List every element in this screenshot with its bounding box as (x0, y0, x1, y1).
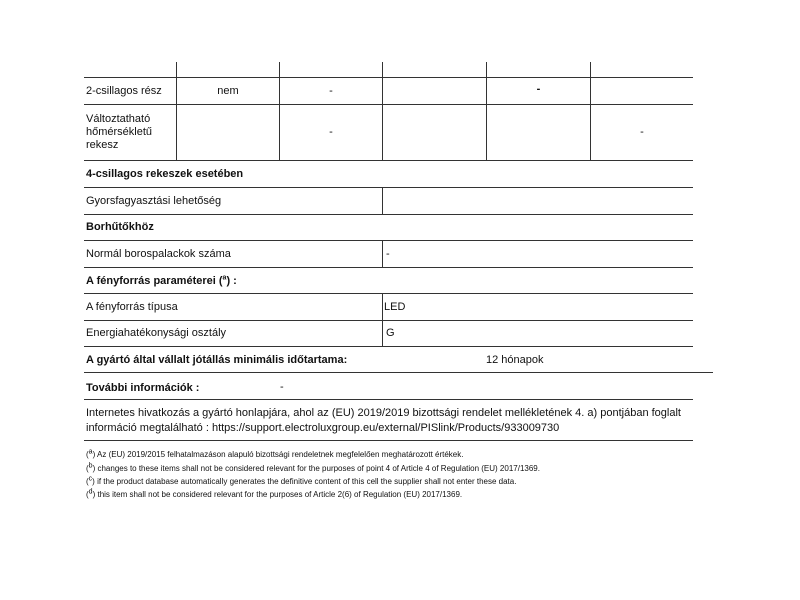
footnote-mark: c (88, 475, 93, 483)
footnote-mark: a (88, 448, 93, 456)
row-variable-label-2: hőmérsékletű (86, 126, 153, 138)
link-text-line-2: információ megtalálható : https://support.electroluxgroup.eu/external/PISlink/Products/933009730 (86, 422, 560, 434)
warranty-label: A gyártó által vállalt jótállás minimális időtartama: (86, 354, 348, 366)
footnote-text: Az (EU) 2019/2015 felhatalmazáson alapuló bizottsági rendeletnek megfelelően meghatározott értékek. (97, 450, 464, 459)
footnote: ($^a$) Az (EU) 2019/2015 felhatalmazáson alapuló bizottsági rendeletnek megfelelően meghatározott értékek. (86, 448, 464, 459)
row-line (84, 104, 693, 105)
footnote-text: this item shall not be considered relevant for the purposes of Article 2(6) of Regulation (EU) 2017/1369. (97, 490, 463, 499)
value-divider (382, 240, 383, 267)
row-line (84, 399, 693, 400)
section-wine-heading: Borhűtőkhöz (86, 221, 154, 233)
footnote-ref-a: a (222, 274, 227, 282)
row-line (84, 187, 693, 188)
additional-info-label: További információk : (86, 382, 200, 394)
row-light-type-value: LED (384, 301, 406, 313)
section-light-prefix: A fényforrás paraméterei ( (86, 275, 223, 287)
value-divider (382, 293, 383, 346)
footnote: ($^b$) changes to these items shall not be considered relevant for the purposes of point 4 of Article 4 of Regulation (EU) 2017/1369. (86, 462, 540, 473)
row-variable-label-3: rekesz (86, 139, 119, 151)
row-line (84, 160, 693, 161)
row-line (84, 293, 693, 294)
value-divider (382, 187, 383, 214)
row-line (84, 267, 693, 268)
row-variable-col2: - (329, 126, 333, 138)
footnote-mark: b (88, 462, 93, 470)
row-fastfreeze-label: Gyorsfagyasztási lehetőség (86, 195, 222, 207)
additional-info-value: - (280, 381, 284, 393)
row-light-type-label: A fényforrás típusa (86, 301, 178, 313)
footnote-text: changes to these items shall not be considered relevant for the purposes of point 4 of Article 4 of Regulation (EU) 2017/1369. (97, 464, 540, 473)
row-2star-col2: - (329, 85, 333, 97)
link-text-line-1: Internetes hivatkozás a gyártó honlapjára, ahol az (EU) 2019/2019 bizottsági rendelet mellékletének 4. a) pontjában foglalt (86, 407, 681, 419)
row-2star-col1: nem (217, 85, 239, 97)
row-energy-class-label: Energiahatékonysági osztály (86, 327, 227, 339)
footnote: ($^c$) if the product database automatically generates the definitive content of this cell the supplier shall not enter these data. (86, 475, 517, 486)
row-line (84, 372, 713, 373)
footnote-mark: d (88, 488, 93, 496)
row-bottles-value: - (386, 248, 390, 260)
row-variable-label-1: Változtatható (86, 113, 151, 125)
footnote-text: if the product database automatically generates the definitive content of this cell the supplier shall not enter these data. (97, 477, 517, 486)
row-line (84, 346, 693, 347)
row-line (84, 320, 693, 321)
row-line (84, 77, 693, 78)
row-2star-label: 2-csillagos rész (86, 85, 162, 97)
footnote: ($^d$) this item shall not be considered relevant for the purposes of Article 2(6) of Regulation (EU) 2017/1369. (86, 488, 463, 499)
warranty-value: 12 hónapok (486, 354, 544, 366)
row-line (84, 440, 693, 441)
section-4star-heading: 4-csillagos rekeszek esetében (86, 168, 244, 180)
row-line (84, 214, 693, 215)
row-bottles-label: Normál borospalackok száma (86, 248, 231, 260)
row-2star-col4: - (536, 83, 541, 95)
row-energy-class-value: G (386, 327, 395, 339)
row-line (84, 240, 693, 241)
row-variable-col5: - (640, 126, 644, 138)
section-light-heading (86, 275, 237, 288)
section-light-suffix: ) : (226, 275, 237, 287)
